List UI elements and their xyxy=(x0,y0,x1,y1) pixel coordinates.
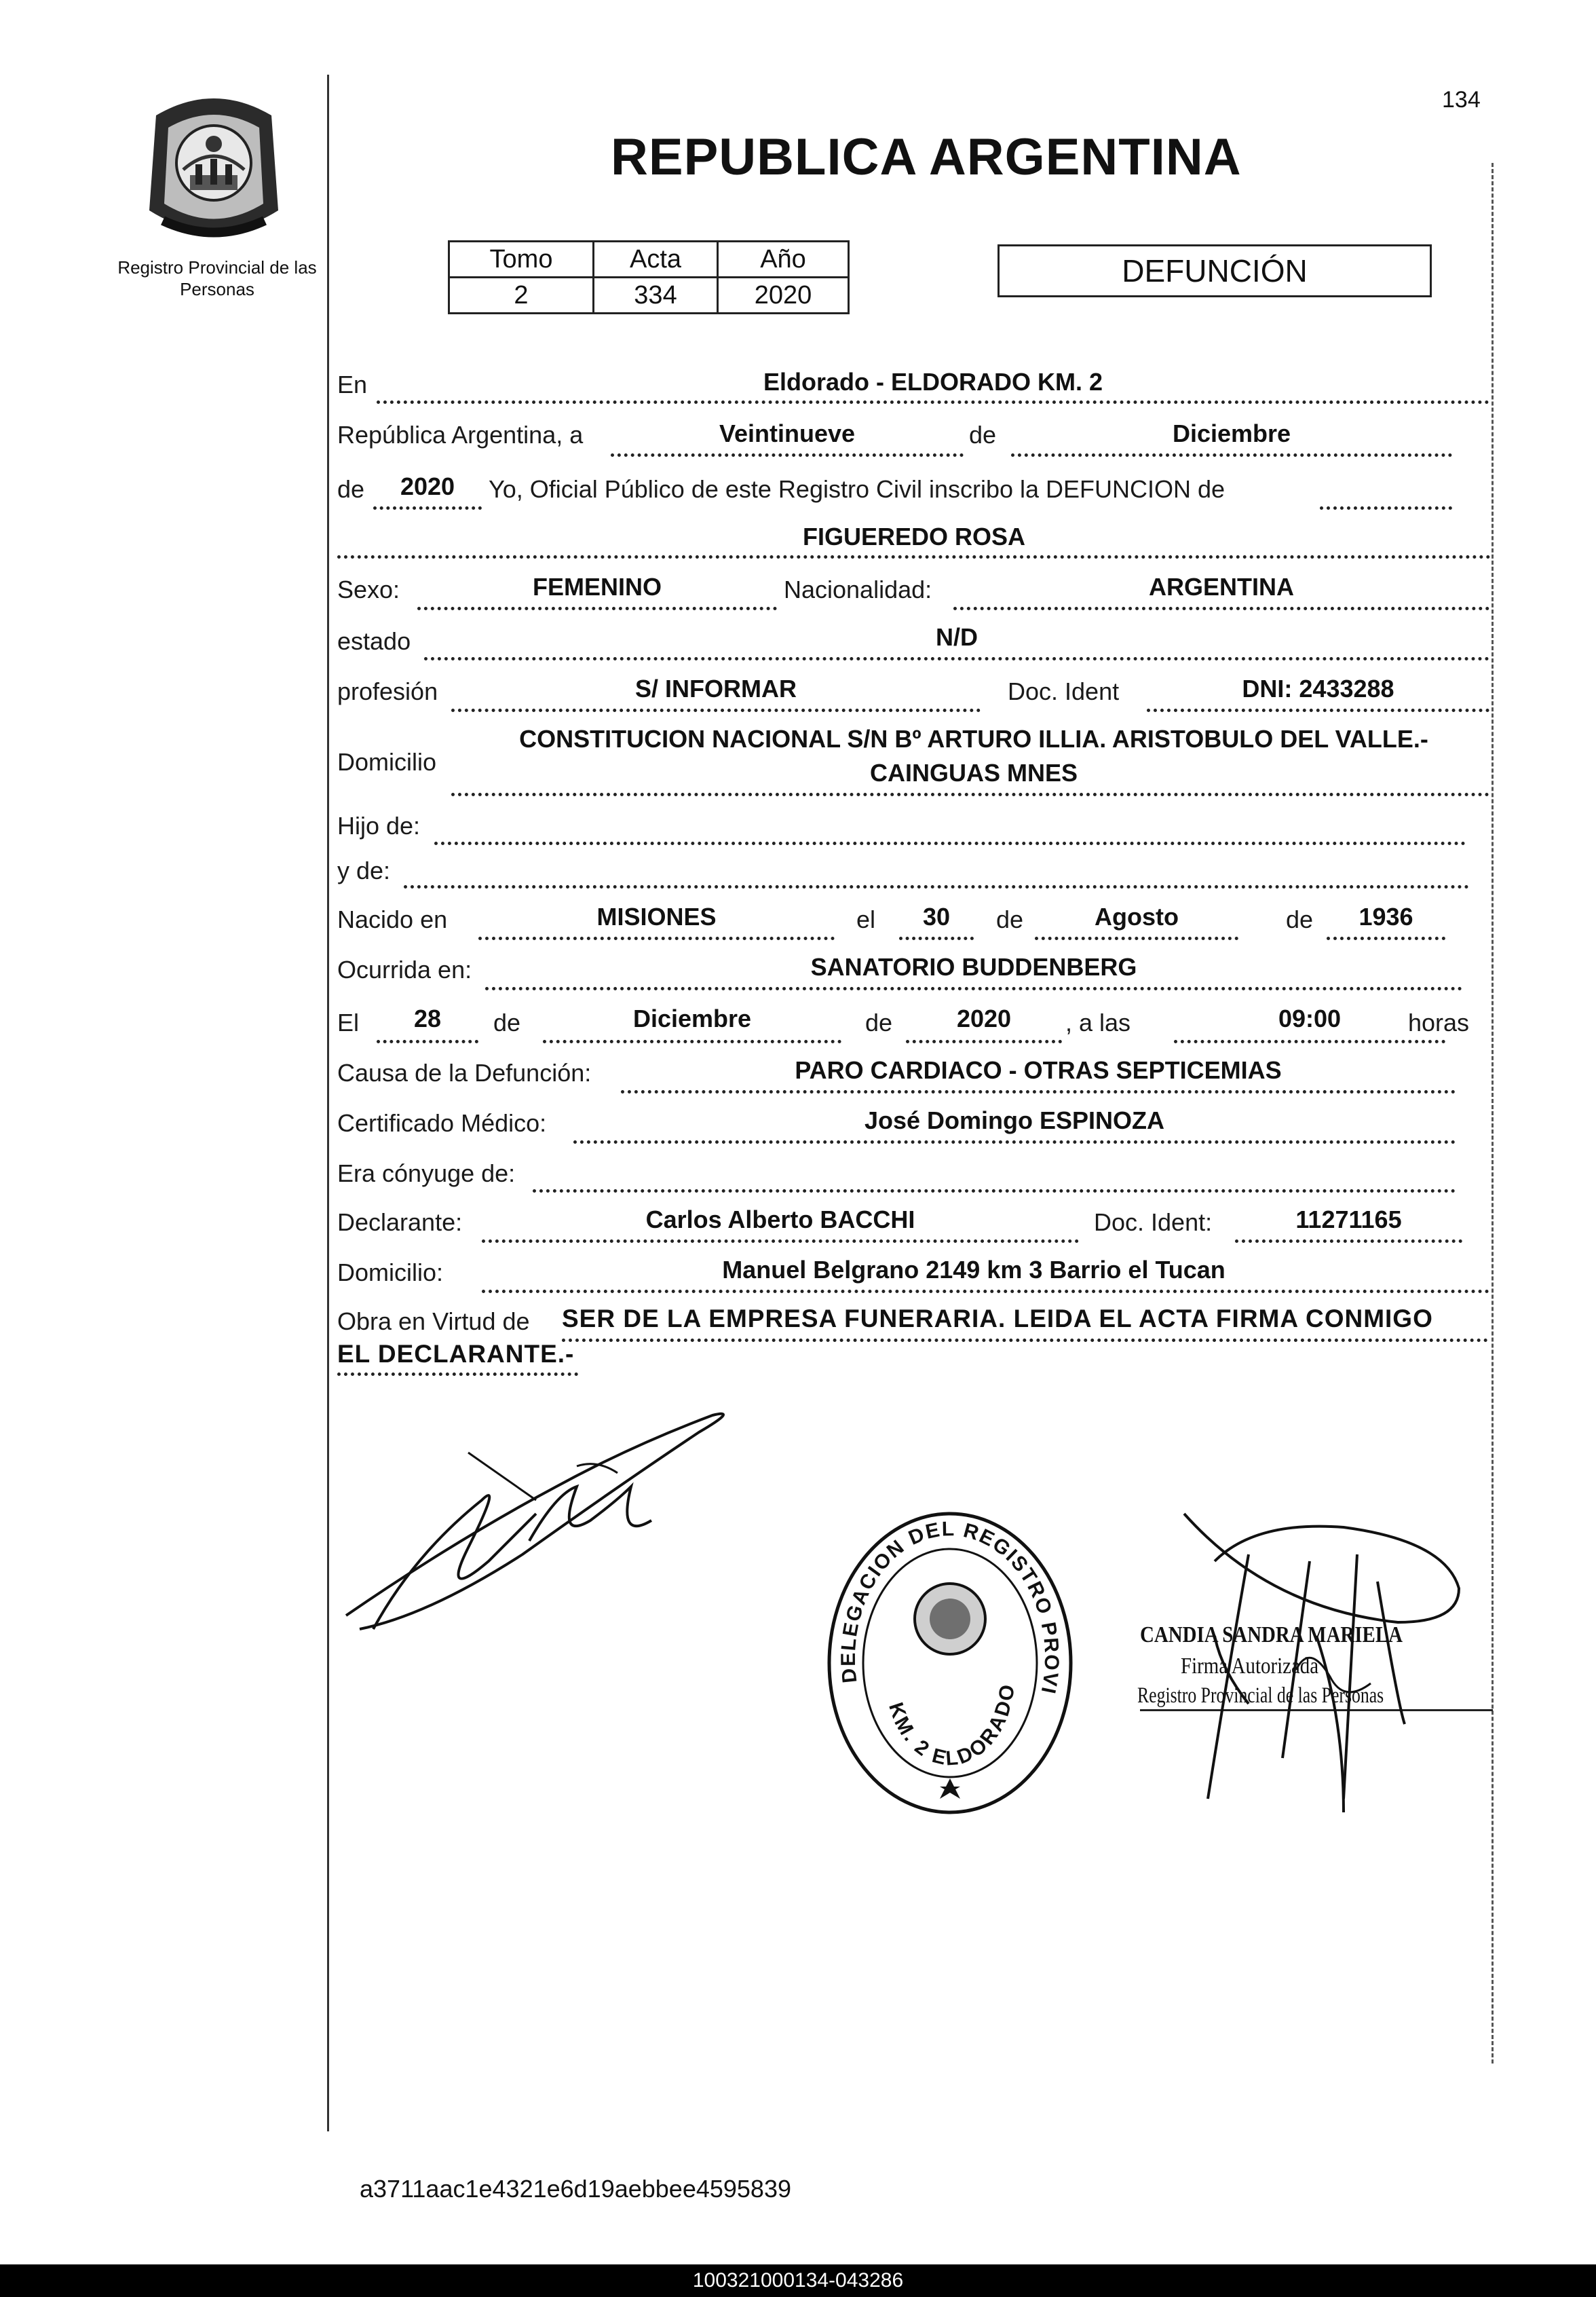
label-de: de xyxy=(493,1009,521,1037)
province-logo xyxy=(142,88,285,244)
declarant-signature xyxy=(332,1385,767,1643)
label-ocurrida-en: Ocurrida en: xyxy=(337,956,472,984)
official-seal xyxy=(821,1507,1079,1819)
table-value-tomo: 2 xyxy=(449,278,594,314)
field-obra-line2: EL DECLARANTE.- xyxy=(337,1340,575,1368)
field-nacido-anio: 1936 xyxy=(1358,903,1413,931)
label-en: En xyxy=(337,371,368,398)
label-domicilio-declarante: Domicilio: xyxy=(337,1258,444,1286)
field-def-dia: 28 xyxy=(413,1005,442,1032)
field-def-hora: 09:00 xyxy=(1278,1005,1342,1032)
label-republica: República Argentina, a xyxy=(337,421,584,449)
seal-inner-text: KM. 2 ELDORADO xyxy=(884,1681,1020,1770)
footer-code: 100321000134-043286 xyxy=(0,2264,1596,2297)
dotted-line xyxy=(434,842,1466,845)
label-de: de xyxy=(969,421,997,449)
dotted-line xyxy=(377,400,1489,404)
page-number: 134 xyxy=(1442,87,1481,113)
field-obra-line1: SER DE LA EMPRESA FUNERARIA. LEIDA EL ACTA FIRMA CONMIGO xyxy=(562,1305,1433,1332)
dotted-line xyxy=(1320,506,1452,510)
label-el-upper: El xyxy=(337,1009,360,1037)
official-signature xyxy=(1174,1500,1472,1819)
dotted-line xyxy=(482,1290,1489,1293)
label-sexo: Sexo: xyxy=(337,576,400,603)
registry-name: Registro Provincial de las Personas xyxy=(117,257,317,299)
field-estado: N/D xyxy=(936,623,978,651)
field-def-mes: Diciembre xyxy=(632,1005,752,1032)
dotted-line xyxy=(482,1239,1079,1243)
field-profesion: S/ INFORMAR xyxy=(635,675,797,703)
field-declarante-doc: 11271165 xyxy=(1295,1206,1402,1233)
label-certificado: Certificado Médico: xyxy=(337,1109,547,1137)
label-nacionalidad: Nacionalidad: xyxy=(784,576,932,603)
field-anio: 2020 xyxy=(400,472,455,500)
dotted-line xyxy=(451,709,981,712)
dotted-line xyxy=(373,506,482,510)
field-nombre: FIGUEREDO ROSA xyxy=(802,523,1026,550)
dotted-line xyxy=(1174,1040,1445,1043)
label-el: el xyxy=(856,905,876,933)
field-nacionalidad: ARGENTINA xyxy=(1149,573,1294,601)
field-declarante-domicilio: Manuel Belgrano 2149 km 3 Barrio el Tucan xyxy=(722,1256,1226,1284)
table-value-anio: 2020 xyxy=(718,278,849,314)
table-value-acta: 334 xyxy=(594,278,718,314)
field-def-anio: 2020 xyxy=(956,1005,1012,1032)
label-conyuge: Era cónyuge de: xyxy=(337,1159,516,1187)
left-margin-line xyxy=(327,75,329,2131)
dotted-line xyxy=(451,793,1489,796)
dotted-line xyxy=(611,453,964,457)
field-causa: PARO CARDIACO - OTRAS SEPTICEMIAS xyxy=(795,1056,1282,1084)
table-header-acta: Acta xyxy=(594,242,718,278)
label-de: de xyxy=(865,1009,893,1037)
dotted-line xyxy=(573,1140,1456,1144)
dotted-line xyxy=(906,1040,1062,1043)
table-header-tomo: Tomo xyxy=(449,242,594,278)
page-title: REPUBLICA ARGENTINA xyxy=(611,128,1242,186)
record-table xyxy=(448,240,850,314)
label-de: de xyxy=(1286,905,1314,933)
dotted-line xyxy=(1327,937,1445,940)
dotted-line xyxy=(953,607,1489,610)
dotted-line xyxy=(417,607,777,610)
dotted-line xyxy=(1035,937,1238,940)
seal-outer-text: DELEGACION DEL REGISTRO PROVI xyxy=(837,1518,1063,1697)
field-ocurrida-en: SANATORIO BUDDENBERG xyxy=(810,953,1137,981)
dotted-line xyxy=(337,1372,578,1376)
label-hijo-de: Hijo de: xyxy=(337,812,421,840)
label-profesion: profesión xyxy=(337,677,438,705)
label-de: de xyxy=(996,905,1024,933)
label-yo-oficial: Yo, Oficial Público de este Registro Civil inscribo la DEFUNCION de xyxy=(489,475,1226,503)
label-causa: Causa de la Defunción: xyxy=(337,1059,592,1087)
dotted-line xyxy=(562,1339,1488,1342)
document-hash: a3711aac1e4321e6d19aebbee4595839 xyxy=(360,2175,791,2203)
dotted-line xyxy=(899,937,974,940)
field-domicilio-line1: CONSTITUCION NACIONAL S/N Bº ARTURO ILLIA. ARISTOBULO DEL VALLE.- xyxy=(519,725,1428,753)
dotted-line xyxy=(1147,709,1489,712)
label-nacido-en: Nacido en xyxy=(337,905,448,933)
label-obra: Obra en Virtud de xyxy=(337,1307,530,1335)
field-lugar: Eldorado - ELDORADO KM. 2 xyxy=(763,368,1103,396)
field-mes: Diciembre xyxy=(1172,419,1291,447)
field-domicilio-line2: CAINGUAS MNES xyxy=(869,759,1078,787)
field-dia-letras: Veintinueve xyxy=(719,419,856,447)
label-domicilio: Domicilio xyxy=(337,748,437,776)
dotted-line xyxy=(543,1040,841,1043)
label-doc-ident-colon: Doc. Ident: xyxy=(1094,1208,1213,1236)
record-type-box: DEFUNCIÓN xyxy=(998,244,1432,297)
official-role: Firma Autorizada xyxy=(1181,1654,1319,1679)
label-y-de: y de: xyxy=(337,857,391,884)
field-declarante: Carlos Alberto BACCHI xyxy=(645,1206,915,1233)
label-doc-ident: Doc. Ident xyxy=(1008,677,1120,705)
field-nacido-mes: Agosto xyxy=(1095,903,1179,931)
dotted-line xyxy=(485,987,1462,990)
label-a-las: , a las xyxy=(1065,1009,1131,1037)
field-dni: DNI: 2433288 xyxy=(1242,675,1394,703)
dotted-line xyxy=(377,1040,478,1043)
field-nacido-dia: 30 xyxy=(922,903,951,931)
official-name: CANDIA SANDRA MARIELA xyxy=(1140,1622,1403,1647)
field-sexo: FEMENINO xyxy=(532,573,662,601)
label-estado: estado xyxy=(337,627,411,655)
label-declarante: Declarante: xyxy=(337,1208,463,1236)
table-header-anio: Año xyxy=(718,242,849,278)
dotted-line xyxy=(424,657,1489,660)
dotted-line xyxy=(337,555,1491,559)
field-medico: José Domingo ESPINOZA xyxy=(864,1106,1165,1134)
official-registry: Registro Provincial de las Personas xyxy=(1137,1683,1384,1708)
dotted-line xyxy=(621,1090,1456,1094)
right-margin-line xyxy=(1492,163,1494,2063)
dotted-line xyxy=(404,885,1469,889)
dotted-line xyxy=(478,937,835,940)
label-de: de xyxy=(337,475,365,503)
dotted-line xyxy=(1011,453,1452,457)
dotted-line xyxy=(533,1189,1456,1193)
field-nacido-lugar: MISIONES xyxy=(596,903,717,931)
dotted-line xyxy=(1235,1239,1462,1243)
label-horas: horas xyxy=(1408,1009,1470,1037)
